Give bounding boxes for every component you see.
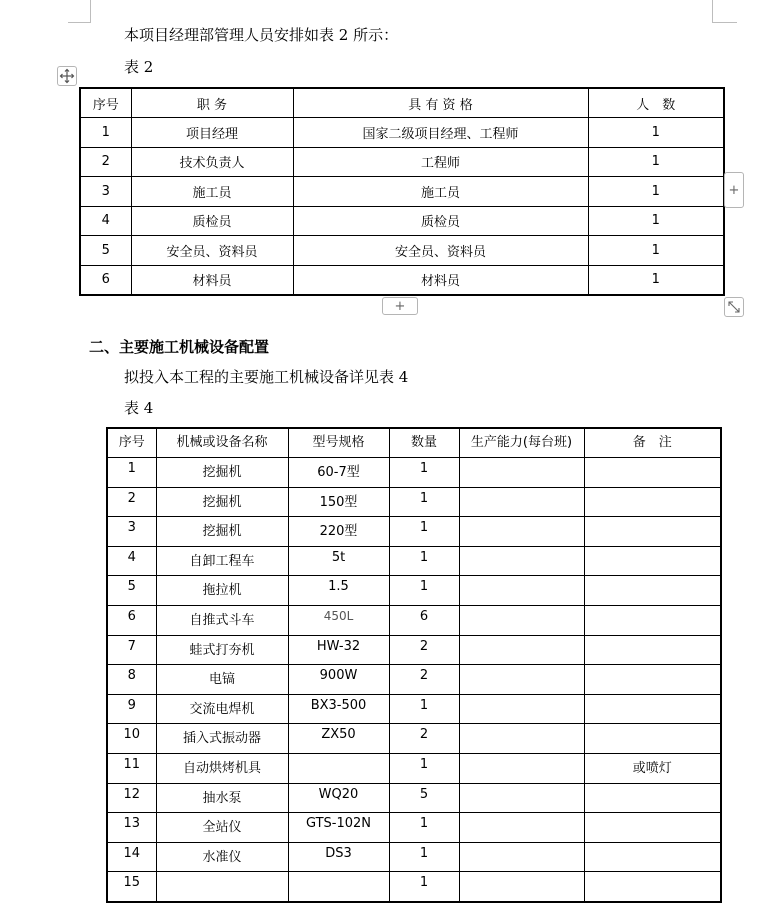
quantity-cell: 1 bbox=[389, 813, 459, 843]
no-cell: 13 bbox=[107, 813, 156, 843]
capacity-cell bbox=[459, 813, 584, 843]
remarks-cell bbox=[584, 546, 721, 576]
remarks-cell bbox=[584, 665, 721, 695]
capacity-cell bbox=[459, 783, 584, 813]
section-heading: 二、主要施工机械设备配置 bbox=[89, 338, 270, 356]
equipment-name-cell: 自卸工程车 bbox=[156, 546, 288, 576]
capacity-cell bbox=[459, 694, 584, 724]
equipment-name-cell: 蛙式打夯机 bbox=[156, 635, 288, 665]
no-cell: 11 bbox=[107, 754, 156, 784]
col-header-remarks: 备 注 bbox=[584, 428, 721, 458]
remarks-cell bbox=[584, 872, 721, 902]
position-cell: 质检员 bbox=[131, 206, 293, 236]
model-cell: 1.5 bbox=[288, 576, 389, 606]
capacity-cell bbox=[459, 517, 584, 547]
capacity-cell bbox=[459, 635, 584, 665]
move-arrows-icon bbox=[59, 68, 75, 84]
col-header-no: 序号 bbox=[80, 88, 131, 118]
equipment-name-cell: 挖掘机 bbox=[156, 458, 288, 488]
col-header-quantity: 数量 bbox=[389, 428, 459, 458]
equipment-name-cell: 拖拉机 bbox=[156, 576, 288, 606]
no-cell: 3 bbox=[80, 177, 131, 207]
equipment-name-cell bbox=[156, 872, 288, 902]
quantity-cell: 1 bbox=[389, 842, 459, 872]
equipment-name-cell: 挖掘机 bbox=[156, 517, 288, 547]
col-header-model: 型号规格 bbox=[288, 428, 389, 458]
quantity-cell: 1 bbox=[389, 458, 459, 488]
capacity-cell bbox=[459, 487, 584, 517]
remarks-cell bbox=[584, 813, 721, 843]
equipment-name-cell: 水准仪 bbox=[156, 842, 288, 872]
capacity-cell bbox=[459, 576, 584, 606]
capacity-cell bbox=[459, 842, 584, 872]
model-cell bbox=[288, 754, 389, 784]
quantity-cell: 2 bbox=[389, 635, 459, 665]
no-cell: 10 bbox=[107, 724, 156, 754]
no-cell: 12 bbox=[107, 783, 156, 813]
col-header-count: 人 数 bbox=[588, 88, 724, 118]
quantity-cell: 1 bbox=[389, 754, 459, 784]
plus-icon: + bbox=[394, 298, 406, 314]
remarks-cell bbox=[584, 458, 721, 488]
position-cell: 项目经理 bbox=[131, 118, 293, 148]
qualification-cell: 质检员 bbox=[293, 206, 588, 236]
table-row bbox=[80, 118, 724, 148]
page-margin-corner-top-right bbox=[712, 0, 737, 23]
equipment-name-cell: 交流电焊机 bbox=[156, 694, 288, 724]
model-cell: WQ20 bbox=[288, 783, 389, 813]
page-margin-corner-top-left bbox=[68, 0, 91, 23]
equipment-name-cell: 自动烘烤机具 bbox=[156, 754, 288, 784]
equipment-name-cell: 电镐 bbox=[156, 665, 288, 695]
equipment-name-cell: 挖掘机 bbox=[156, 487, 288, 517]
no-cell: 8 bbox=[107, 665, 156, 695]
quantity-cell: 1 bbox=[389, 487, 459, 517]
table-row bbox=[107, 783, 721, 813]
quantity-cell: 2 bbox=[389, 665, 459, 695]
qualification-cell: 施工员 bbox=[293, 177, 588, 207]
model-cell: GTS-102N bbox=[288, 813, 389, 843]
quantity-cell: 1 bbox=[389, 546, 459, 576]
remarks-cell bbox=[584, 635, 721, 665]
equipment-name-cell: 插入式振动器 bbox=[156, 724, 288, 754]
remarks-cell bbox=[584, 606, 721, 636]
table-row bbox=[107, 665, 721, 695]
model-cell: 150型 bbox=[288, 487, 389, 517]
model-cell bbox=[288, 872, 389, 902]
table-move-handle[interactable] bbox=[57, 66, 77, 86]
table-row bbox=[107, 458, 721, 488]
model-cell: ZX50 bbox=[288, 724, 389, 754]
qualification-cell: 工程师 bbox=[293, 147, 588, 177]
count-cell: 1 bbox=[588, 147, 724, 177]
no-cell: 6 bbox=[107, 606, 156, 636]
quantity-cell: 5 bbox=[389, 783, 459, 813]
quantity-cell: 1 bbox=[389, 517, 459, 547]
quantity-cell: 1 bbox=[389, 576, 459, 606]
capacity-cell bbox=[459, 665, 584, 695]
no-cell: 4 bbox=[107, 546, 156, 576]
intro-line: 本项目经理部管理人员安排如表 2 所示： bbox=[124, 26, 399, 44]
remarks-cell bbox=[584, 517, 721, 547]
position-cell: 技术负责人 bbox=[131, 147, 293, 177]
equipment-table bbox=[106, 427, 722, 903]
no-cell: 1 bbox=[107, 458, 156, 488]
count-cell: 1 bbox=[588, 118, 724, 148]
remarks-cell bbox=[584, 783, 721, 813]
remarks-cell bbox=[584, 694, 721, 724]
table4-caption: 表 4 bbox=[124, 399, 154, 417]
model-cell: 900W bbox=[288, 665, 389, 695]
quantity-cell: 6 bbox=[389, 606, 459, 636]
equipment-name-cell: 全站仪 bbox=[156, 813, 288, 843]
table-row bbox=[107, 724, 721, 754]
plus-icon: + bbox=[728, 182, 740, 198]
table-row bbox=[107, 576, 721, 606]
table-row bbox=[80, 236, 724, 266]
no-cell: 7 bbox=[107, 635, 156, 665]
model-cell: 5t bbox=[288, 546, 389, 576]
col-header-capacity: 生产能力(每台班) bbox=[459, 428, 584, 458]
qualification-cell: 材料员 bbox=[293, 265, 588, 295]
capacity-cell bbox=[459, 546, 584, 576]
model-cell: 220型 bbox=[288, 517, 389, 547]
table-row bbox=[107, 872, 721, 902]
equipment-name-cell: 自推式斗车 bbox=[156, 606, 288, 636]
no-cell: 1 bbox=[80, 118, 131, 148]
remarks-cell bbox=[584, 487, 721, 517]
table-row bbox=[107, 546, 721, 576]
capacity-cell bbox=[459, 872, 584, 902]
table-row bbox=[107, 694, 721, 724]
model-cell: 450L bbox=[288, 606, 389, 636]
no-cell: 14 bbox=[107, 842, 156, 872]
capacity-cell bbox=[459, 754, 584, 784]
add-row-button[interactable] bbox=[382, 297, 418, 315]
table-row bbox=[107, 487, 721, 517]
table-row bbox=[107, 842, 721, 872]
table-row bbox=[107, 754, 721, 784]
quantity-cell: 2 bbox=[389, 724, 459, 754]
capacity-cell bbox=[459, 606, 584, 636]
no-cell: 3 bbox=[107, 517, 156, 547]
no-cell: 2 bbox=[80, 147, 131, 177]
table-row bbox=[107, 635, 721, 665]
capacity-cell bbox=[459, 458, 584, 488]
diagonal-resize-icon bbox=[727, 300, 741, 314]
model-cell: DS3 bbox=[288, 842, 389, 872]
count-cell: 1 bbox=[588, 265, 724, 295]
table-row bbox=[107, 606, 721, 636]
table-header-row bbox=[107, 428, 721, 458]
section-intro: 拟投入本工程的主要施工机械设备详见表 4 bbox=[124, 368, 409, 386]
no-cell: 15 bbox=[107, 872, 156, 902]
equipment-name-cell: 抽水泵 bbox=[156, 783, 288, 813]
position-cell: 安全员、资料员 bbox=[131, 236, 293, 266]
capacity-cell bbox=[459, 724, 584, 754]
table-row bbox=[107, 813, 721, 843]
table-row bbox=[80, 147, 724, 177]
remarks-cell bbox=[584, 576, 721, 606]
qualification-cell: 安全员、资料员 bbox=[293, 236, 588, 266]
col-header-position: 职 务 bbox=[131, 88, 293, 118]
count-cell: 1 bbox=[588, 206, 724, 236]
no-cell: 4 bbox=[80, 206, 131, 236]
col-header-equipment-name: 机械或设备名称 bbox=[156, 428, 288, 458]
remarks-cell bbox=[584, 842, 721, 872]
remarks-cell: 或喷灯 bbox=[584, 754, 721, 784]
remarks-cell bbox=[584, 724, 721, 754]
position-cell: 材料员 bbox=[131, 265, 293, 295]
col-header-qualification: 具 有 资 格 bbox=[293, 88, 588, 118]
position-cell: 施工员 bbox=[131, 177, 293, 207]
table-row bbox=[107, 517, 721, 547]
table2-caption: 表 2 bbox=[124, 58, 154, 76]
add-column-button[interactable] bbox=[724, 172, 744, 208]
quantity-cell: 1 bbox=[389, 694, 459, 724]
quantity-cell: 1 bbox=[389, 872, 459, 902]
col-header-no: 序号 bbox=[107, 428, 156, 458]
model-cell: BX3-500 bbox=[288, 694, 389, 724]
table-resize-handle[interactable] bbox=[724, 297, 744, 317]
table-header-row bbox=[80, 88, 724, 118]
no-cell: 9 bbox=[107, 694, 156, 724]
table-row bbox=[80, 177, 724, 207]
qualification-cell: 国家二级项目经理、工程师 bbox=[293, 118, 588, 148]
model-cell: 60-7型 bbox=[288, 458, 389, 488]
no-cell: 5 bbox=[80, 236, 131, 266]
count-cell: 1 bbox=[588, 177, 724, 207]
staff-table bbox=[79, 87, 725, 296]
model-cell: HW-32 bbox=[288, 635, 389, 665]
table-row bbox=[80, 265, 724, 295]
no-cell: 6 bbox=[80, 265, 131, 295]
no-cell: 5 bbox=[107, 576, 156, 606]
no-cell: 2 bbox=[107, 487, 156, 517]
count-cell: 1 bbox=[588, 236, 724, 266]
table-row bbox=[80, 206, 724, 236]
